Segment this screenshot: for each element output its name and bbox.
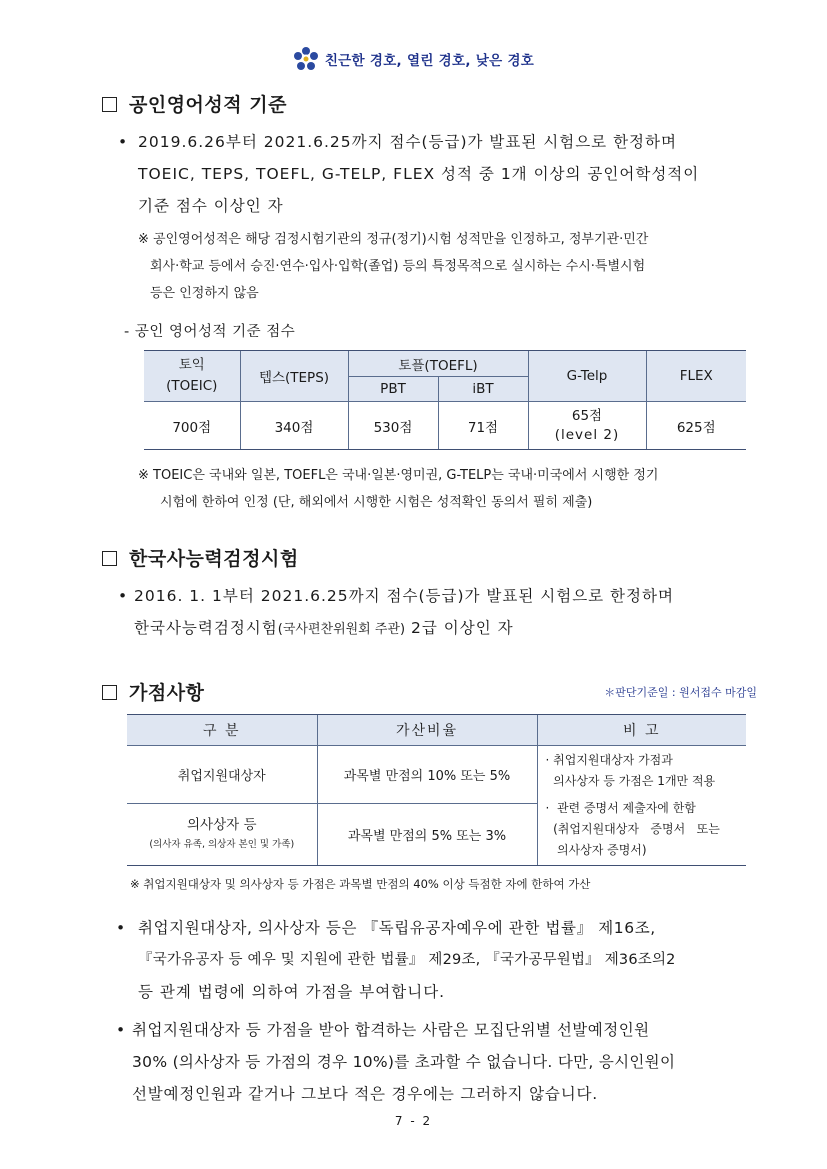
pbt-header: PBT [348, 377, 438, 402]
text-line: 선발예정인원과 같거나 그보다 적은 경우에는 그러하지 않습니다. [132, 1085, 598, 1103]
remark-line: (취업지원대상자 증명서 또는 [545, 822, 720, 836]
bullet-dot-icon: • [116, 919, 127, 937]
text-line: 취업지원대상자 등 가점을 받아 합격하는 사람은 모집단위별 선발예정인원 [132, 1021, 650, 1039]
header-slogan: 친근한 경호, 열린 경호, 낮은 경호 [324, 53, 535, 69]
remark-cell [537, 746, 746, 866]
bullet-dot-icon: • [118, 133, 129, 151]
section-title-text: 가점사항 [129, 682, 205, 704]
text-line: 2016. 1. 1부터 2021.6.25까지 점수(등급)가 발표된 시험으로 한정하며 [134, 587, 674, 605]
note-line: ※ 공인영어성적은 해당 검정시험기관의 정규(정기)시험 성적만을 인정하고, 정부기관·민간 [138, 232, 649, 247]
table-caption: - 공인 영어성적 기준 점수 [124, 324, 296, 340]
toeic-header [144, 351, 240, 402]
note-line: 등은 인정하지 않음 [150, 286, 259, 301]
section-title-text: 공인영어성적 기준 [129, 94, 287, 116]
remark-line: · 취업지원대상자 가점과 [545, 753, 673, 767]
row1-label: 취업지원대상자 [127, 746, 317, 804]
korean-history-text [134, 580, 674, 646]
gtelp-header: G-Telp [528, 351, 646, 402]
english-criteria-text [138, 126, 699, 222]
remark-line: 의사상자 등 가점은 1개만 적용 [545, 774, 716, 788]
toeic-header-line: 토익 [178, 357, 205, 373]
toeic-value: 700점 [144, 402, 240, 450]
text-line: TOEIC, TEPS, TOEFL, G-TELP, FLEX 성적 중 1개 이상의 공인어학성적이 [138, 165, 700, 183]
text-span: 2급 이상인 자 [405, 619, 514, 637]
gtelp-value-line: (level 2) [554, 426, 620, 443]
gtelp-value-line: 65점 [571, 407, 603, 424]
col-remark-header: 비 고 [537, 715, 746, 746]
text-line: 2019.6.26부터 2021.6.25까지 점수(등급)가 발표된 시험으로 한정하며 [138, 133, 677, 151]
table-note [138, 462, 658, 516]
bullet-dot-icon: • [118, 587, 129, 605]
flex-value: 625점 [646, 402, 746, 450]
ibt-header: iBT [438, 377, 528, 402]
checkbox-square-icon [102, 97, 117, 112]
text-span: 한국사능력검정시험 [134, 619, 278, 637]
bonus-bullet-1 [138, 912, 676, 1008]
remark-line: · 관련 증명서 제출자에 한함 [545, 801, 696, 815]
gtelp-value [528, 402, 646, 450]
english-score-table [144, 350, 746, 450]
ibt-value: 71점 [438, 402, 528, 450]
section-title-korean-history [102, 544, 299, 571]
emblem-logo-icon [293, 46, 319, 72]
note-line: 시험에 한하여 인정 (단, 해외에서 시행한 시험은 성적확인 동의서 필히 제출) [160, 495, 593, 510]
checkbox-square-icon [102, 551, 117, 566]
toefl-header: 토플(TOEFL) [348, 351, 528, 377]
bonus-note: ※ 취업지원대상자 및 의사상자 등 가점은 과목별 만점의 40% 이상 득점한 자에 한하여 가산 [130, 877, 591, 891]
row2-label-sub: (의사자 유족, 의상자 본인 및 가족) [149, 838, 295, 850]
note-line: 회사·학교 등에서 승진·연수·입사·입학(졸업) 등의 특정목적으로 실시하는 수시·특별시험 [150, 259, 646, 274]
row2-label-main: 의사상자 등 [187, 816, 257, 833]
col-rate-header: 가산비율 [317, 715, 537, 746]
toeic-header-line: (TOEIC) [166, 378, 218, 394]
row2-rate: 과목별 만점의 5% 또는 3% [317, 804, 537, 866]
text-span-small: (국사편찬위원회 주관) [277, 622, 406, 637]
basis-date-note: ＊판단기준일 : 원서접수 마감일 [604, 686, 757, 699]
text-line: 등 관계 법령에 의하여 가점을 부여합니다. [138, 983, 446, 1001]
note-line: ※ TOEIC은 국내와 일본, TOEFL은 국내·일본·영미권, G-TELP는 국내·미국에서 시행한 정기 [138, 468, 659, 483]
text-line: 『국가유공자 등 예우 및 지원에 관한 법률』 제29조, 『국가공무원법』 제36조의2 [138, 952, 676, 968]
pbt-value: 530점 [348, 402, 438, 450]
remark-line: 의사상자 증명서) [545, 843, 647, 857]
section-title-english [102, 90, 287, 117]
text-line: 기준 점수 이상인 자 [138, 197, 284, 215]
text-line: 취업지원대상자, 의사상자 등은 『독립유공자예우에 관한 법률』 제16조, [138, 919, 656, 937]
bullet-dot-icon: • [116, 1021, 127, 1039]
page-number: 7 - 2 [394, 1114, 433, 1128]
page-header [0, 46, 827, 72]
row2-label [127, 804, 317, 866]
bonus-table [127, 714, 746, 866]
section-title-text: 한국사능력검정시험 [129, 548, 299, 570]
teps-header: 텝스(TEPS) [240, 351, 348, 402]
col-category-header: 구 분 [127, 715, 317, 746]
checkbox-square-icon [102, 685, 117, 700]
flex-header: FLEX [646, 351, 746, 402]
bonus-bullet-2 [132, 1014, 675, 1110]
text-line [134, 612, 674, 646]
text-line: 30% (의사상자 등 가점의 경우 10%)를 초과할 수 없습니다. 다만, 응시인원이 [132, 1053, 676, 1071]
english-note [138, 226, 648, 307]
section-title-bonus [102, 678, 204, 705]
row1-rate: 과목별 만점의 10% 또는 5% [317, 746, 537, 804]
teps-value: 340점 [240, 402, 348, 450]
